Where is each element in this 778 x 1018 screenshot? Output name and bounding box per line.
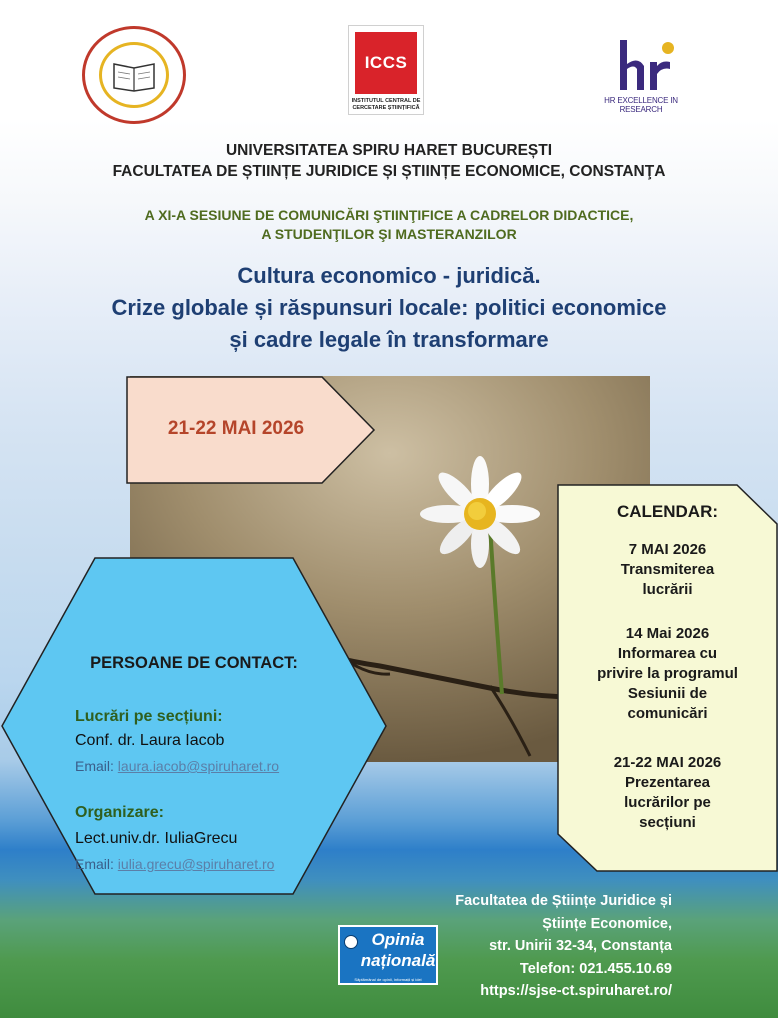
calendar-entry-date: 14 Mai 2026 (625, 625, 710, 642)
title-line-1: Cultura economico - juridică. (237, 263, 541, 288)
calendar-title: CALENDAR: (616, 502, 719, 521)
opinia-line-2: națională (360, 951, 436, 970)
calendar-entry-3 (567, 753, 768, 833)
calendar-entry-date: 7 MAI 2026 (628, 541, 707, 558)
event-date-banner (126, 376, 376, 484)
section-papers-label: Lucrări pe secțiuni: (75, 708, 223, 725)
contact-panel (0, 556, 388, 896)
iccs-logo (348, 25, 424, 115)
calendar-entry-1 (567, 540, 768, 600)
calendar-entry-text: secțiuni (639, 814, 696, 831)
faculty-address (400, 890, 672, 1003)
calendar-entry-text: comunicări (627, 705, 708, 722)
calendar-entry-text: lucrărilor pe (624, 794, 711, 811)
title-line-3: și cadre legale în transformare (229, 327, 549, 352)
calendar-entry-date: 21-22 MAI 2026 (613, 754, 722, 771)
email-link-iulia[interactable]: iulia.grecu@spiruharet.ro (117, 856, 275, 872)
email-label: Email: (75, 856, 118, 872)
contact-person-papers: Conf. dr. Laura Iacob (75, 732, 225, 749)
session-line-2: A STUDENŢILOR ŞI MASTERANZILOR (261, 226, 517, 242)
footer-phone: Telefon: 021.455.10.69 (519, 960, 672, 977)
iccs-name: ICCS (364, 53, 408, 72)
calendar-entry-text: Prezentarea (624, 774, 711, 791)
faculty-name: FACULTATEA DE ȘTIINȚE JURIDICE ȘI ȘTIINȚE ECONOMICE, CONSTANŢA (112, 163, 666, 180)
footer-line-1: Facultatea de Științe Juridice și (455, 893, 672, 909)
calendar-entry-text: Transmiterea (620, 561, 715, 578)
hr-excellence-logo (582, 36, 700, 118)
iccs-subtitle: INSTITUTUL CENTRAL DE CERCETARE ȘTIINȚIFICĂ (351, 98, 421, 111)
section-organization-label: Organizare: (75, 804, 164, 821)
calendar-entry-text: Informarea cu (617, 645, 718, 662)
session-heading (0, 206, 778, 244)
calendar-entry-text: Sesiunii de (627, 685, 708, 702)
footer-address: str. Unirii 32-34, Constanța (489, 938, 672, 954)
book-icon (112, 58, 156, 92)
footer-line-2: Științe Economice, (542, 915, 672, 932)
footer-website-link[interactable]: https://sjse-ct.spiruharet.ro/ (480, 983, 672, 999)
contact-email-papers (75, 758, 279, 774)
institution-header (0, 140, 778, 182)
hr-caption: HR EXCELLENCE IN RESEARCH (604, 96, 678, 114)
email-link-laura[interactable]: laura.iacob@spiruharet.ro (117, 758, 280, 774)
contact-person-organization: Lect.univ.dr. IuliaGrecu (75, 830, 238, 847)
title-line-2: Crize globale și răspunsuri locale: politici economice (111, 295, 667, 320)
calendar-entry-2 (567, 624, 768, 724)
contact-email-organization (75, 856, 274, 872)
contact-title: PERSOANE DE CONTACT: (90, 654, 298, 672)
globe-icon (344, 935, 358, 949)
university-name: UNIVERSITATEA SPIRU HARET BUCUREȘTI (225, 142, 553, 159)
email-label: Email: (75, 758, 118, 774)
conference-title (0, 260, 778, 356)
session-line-1: A XI-A SESIUNE DE COMUNICĂRI ŞTIINŢIFICE A CADRELOR DIDACTICE, (144, 207, 634, 223)
calendar-box (557, 484, 778, 872)
calendar-entry-text: privire la programul (597, 665, 738, 682)
opinia-tagline: Săptămânal de opinii, informații și idei (354, 977, 422, 982)
opinia-line-1: Opinia (371, 930, 425, 949)
seal-inner-ring (99, 42, 169, 108)
iccs-red-square (355, 32, 417, 94)
university-seal-logo (82, 26, 186, 124)
calendar-entry-text: lucrării (642, 581, 693, 598)
event-date: 21-22 MAI 2026 (167, 418, 305, 439)
